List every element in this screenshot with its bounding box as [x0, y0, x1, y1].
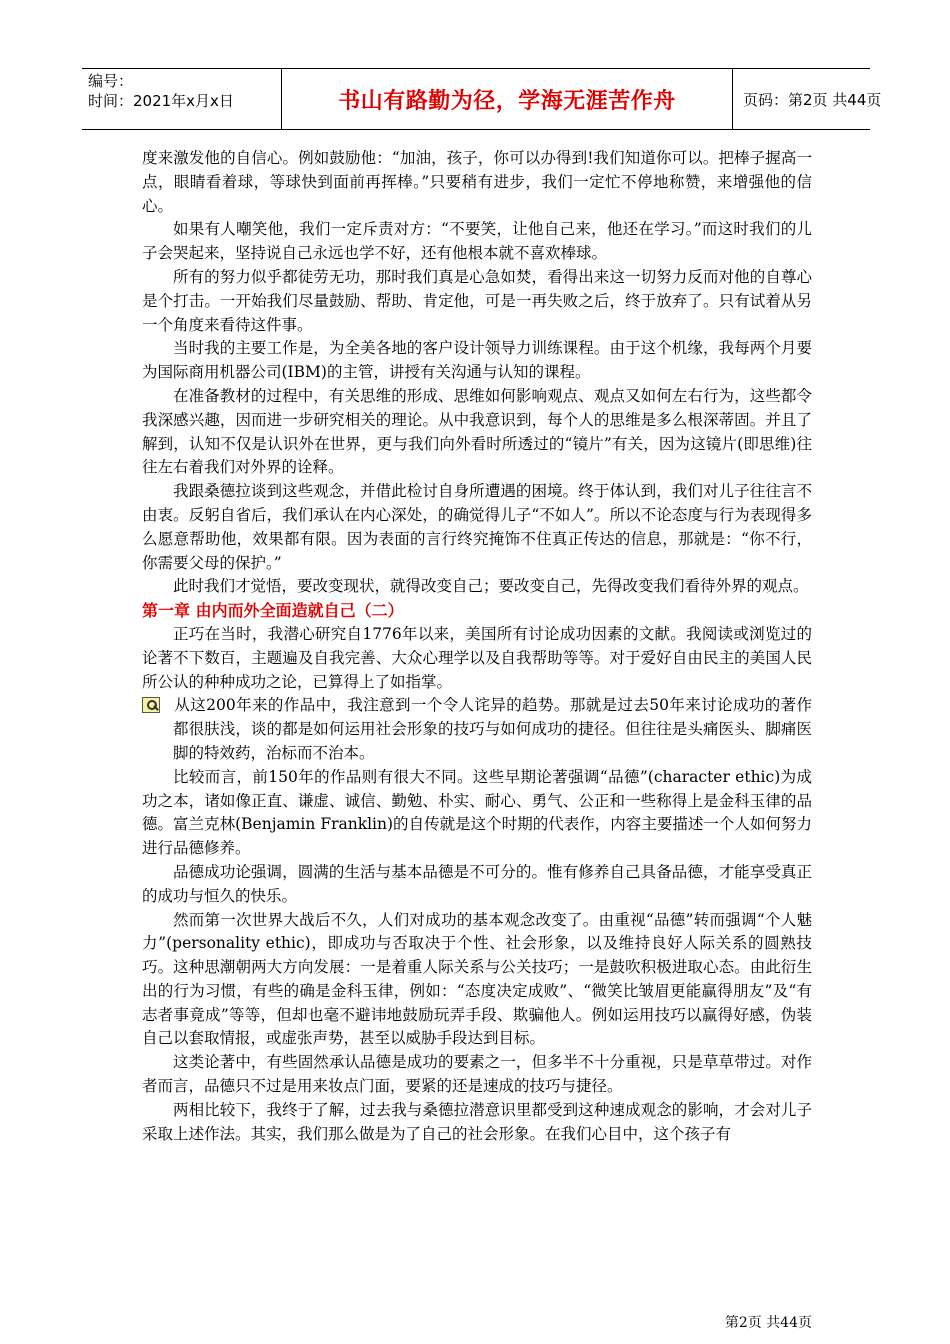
body-text [142, 147, 812, 1146]
header-meta [82, 69, 282, 129]
paragraph: 在准备教材的过程中，有关思维的形成、思维如何影响观点、观点又如何左右行为，这些都令我深感兴趣，因而进一步研究相关的理论。从中我意识到，每个人的思维是多么根深蒂固。并且了解到，认知不仅是认识外在世界，更与我们向外看时所透过的“镜片”有关，因为这镜片(即思维)往往左右着我们对外界的诠释。 [142, 386, 812, 477]
header-number-label: 编号： [88, 72, 134, 90]
paragraph: 正巧在当时，我潜心研究自1776年以来，美国所有讨论成功因素的文献。我阅读或浏览过的论著不下数百，主题遍及自我完善、大众心理学以及自我帮助等等。对于爱好自由民主的美国人民所公认的种种成功之论，已算得上了如指掌。 [142, 624, 812, 691]
paragraph: 当时我的主要工作是，为全美各地的客户设计领导力训练课程。由于这个机缘，我每两个月要为国际商用机器公司(IBM)的主管，讲授有关沟通与认知的课程。 [142, 339, 812, 382]
paragraph: 此时我们才觉悟，要改变现状，就得改变自己；要改变自己，先得改变我们看待外界的观点。 [173, 577, 809, 596]
chapter-heading: 第一章 由内而外全面造就自己（二） [142, 601, 404, 621]
paragraph: 然而第一次世界大战后不久，人们对成功的基本观念改变了。由重视“品德”转而强调“个人魅力”(personality ethic)，即成功与否取决于个性、社会形象，以及维持良好人际关系的圆熟技巧。这种思潮朝两大方向发展：一是着重人际关系与公关技巧；一是鼓吹积极进取心态。由此衍生出的行为习惯，有些的确是金科玉律，例如：“态度决定成败”、“微笑比皱眉更能赢得朋友”及“有志者事竟成”等等，但却也毫不避讳地鼓励玩弄手段、欺骗他人。例如运用技巧以赢得好感，伪装自己以套取情报，或虚张声势，甚至以威胁手段达到目标。 [142, 910, 812, 1048]
paragraph: 我跟桑德拉谈到这些观念，并借此检讨自身所遭遇的困境。终于体认到，我们对儿子往往言不由衷。反躬自省后，我们承认在内心深处，的确觉得儿子“不如人”。所以不论态度与行为表现得多么愿意帮助他，效果都有限。因为表面的言行终究掩饰不住真正传达的信息，那就是：“你不行，你需要父母的保护。” [142, 482, 812, 572]
paragraph-with-icon [142, 694, 812, 765]
paragraph-text: 从这200年来的作品中，我注意到一个令人诧异的趋势。那就是过去50年来讨论成功的著作都很肤浅，谈的都是如何运用社会形象的技巧与如何成功的捷径。但往往是头痛医头、脚痛医脚的特效药，治标而不治本。 [173, 696, 812, 762]
page-footer: 第2页 共44页 [724, 1315, 812, 1331]
page-header [82, 68, 882, 130]
paragraph: 两相比较下，我终于了解，过去我与桑德拉潜意识里都受到这种速成观念的影响，才会对儿子采取上述作法。其实，我们那么做是为了自己的社会形象。在我们心目中，这个孩子有 [142, 1100, 812, 1143]
header-page-cell [733, 69, 882, 129]
search-note-icon [142, 697, 160, 713]
paragraph: 这类论著中，有些固然承认品德是成功的要素之一，但多半不十分重视，只是草草带过。对作者而言，品德只不过是用来妆点门面，要紧的还是速成的技巧与捷径。 [142, 1053, 812, 1096]
paragraph: 如果有人嘲笑他，我们一定斥责对方：“不要笑，让他自己来，他还在学习。”而这时我们的儿子会哭起来，坚持说自己永远也学不好，还有他根本就不喜欢棒球。 [142, 220, 812, 263]
paragraph: 品德成功论强调，圆满的生活与基本品德是不可分的。惟有修养自己具备品德，才能享受真正的成功与恒久的快乐。 [142, 862, 812, 905]
paragraph: 度来激发他的自信心。例如鼓励他：“加油，孩子，你可以办得到!我们知道你可以。把棒子握高一点，眼睛看着球，等球快到面前再挥棒。”只要稍有进步，我们一定忙不停地称赞，来增强他的信心。 [142, 149, 812, 215]
header-motto: 书山有路勤为径，学海无涯苦作舟 [338, 88, 676, 114]
paragraph: 所有的努力似乎都徒劳无功，那时我们真是心急如焚，看得出来这一切努力反而对他的自尊心是个打击。一开始我们尽量鼓励、帮助、肯定他，可是一再失败之后，终于放弃了。只有试着从另一个角度来看待这件事。 [142, 267, 812, 334]
paragraph: 比较而言，前150年的作品则有很大不同。这些早期论著强调“品德”(character ethic)为成功之本，诸如像正直、谦虚、诚信、勤勉、朴实、耐心、勇气、公正和一些称得上是金科玉律的品德。富兰克林(Benjamin Franklin)的自传就是这个时期的代表作，内容主要描述一个人如何努力进行品德修养。 [142, 767, 812, 858]
header-time-label: 时间：2021年x月x日 [88, 92, 234, 110]
header-page-info: 页码：第2页 共44页 [743, 90, 882, 109]
header-motto-cell [282, 69, 733, 129]
